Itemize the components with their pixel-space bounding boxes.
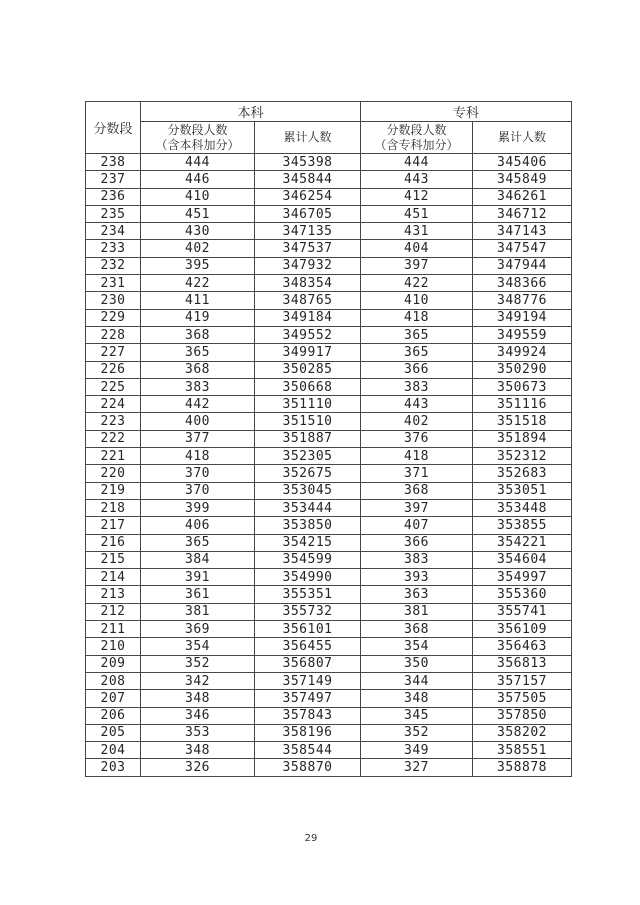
zhuanke-segment-count-cell: 381 [361, 603, 473, 620]
zhuanke-segment-count-cell: 451 [361, 205, 473, 222]
benke-segment-count-cell: 419 [141, 309, 255, 326]
zhuanke-cumulative-cell: 357850 [473, 707, 572, 724]
benke-cumulative-cell: 345844 [255, 171, 361, 188]
benke-cumulative-cell: 358870 [255, 759, 361, 776]
table-row [86, 413, 572, 430]
benke-segment-count-cell: 381 [141, 603, 255, 620]
zhuanke-segment-count-cell: 327 [361, 759, 473, 776]
zhuanke-cumulative-cell: 349559 [473, 326, 572, 343]
benke-cumulative-cell: 349552 [255, 326, 361, 343]
zhuanke-segment-count-cell: 383 [361, 551, 473, 568]
table-row [86, 361, 572, 378]
benke-segment-count-cell: 446 [141, 171, 255, 188]
table-row [86, 430, 572, 447]
score-cell: 218 [86, 499, 141, 516]
table-row [86, 742, 572, 759]
score-cell: 204 [86, 742, 141, 759]
zhuanke-segment-count-cell: 412 [361, 188, 473, 205]
table-row [86, 465, 572, 482]
benke-segment-count-cell: 442 [141, 396, 255, 413]
benke-cumulative-cell: 347135 [255, 223, 361, 240]
table-row [86, 621, 572, 638]
benke-cumulative-cell: 353444 [255, 499, 361, 516]
header-benke-segment-count-line1: 分数段人数 [167, 122, 228, 137]
zhuanke-segment-count-cell: 368 [361, 621, 473, 638]
zhuanke-segment-count-cell: 354 [361, 638, 473, 655]
score-cell: 225 [86, 378, 141, 395]
table-row [86, 517, 572, 534]
benke-cumulative-cell: 351510 [255, 413, 361, 430]
zhuanke-cumulative-cell: 356463 [473, 638, 572, 655]
zhuanke-segment-count-cell: 349 [361, 742, 473, 759]
zhuanke-cumulative-cell: 346261 [473, 188, 572, 205]
zhuanke-cumulative-cell: 354997 [473, 569, 572, 586]
benke-segment-count-cell: 346 [141, 707, 255, 724]
score-cell: 227 [86, 344, 141, 361]
score-cell: 208 [86, 672, 141, 689]
table-row [86, 240, 572, 257]
score-cell: 213 [86, 586, 141, 603]
benke-cumulative-cell: 352675 [255, 465, 361, 482]
table-row [86, 499, 572, 516]
zhuanke-cumulative-cell: 349924 [473, 344, 572, 361]
benke-segment-count-cell: 406 [141, 517, 255, 534]
zhuanke-cumulative-cell: 345406 [473, 154, 572, 171]
score-cell: 229 [86, 309, 141, 326]
benke-segment-count-cell: 348 [141, 690, 255, 707]
table-row [86, 326, 572, 343]
score-cell: 221 [86, 448, 141, 465]
benke-segment-count-cell: 410 [141, 188, 255, 205]
score-cell: 223 [86, 413, 141, 430]
benke-cumulative-cell: 354215 [255, 534, 361, 551]
score-cell: 203 [86, 759, 141, 776]
zhuanke-segment-count-cell: 397 [361, 257, 473, 274]
zhuanke-cumulative-cell: 347944 [473, 257, 572, 274]
score-cell: 230 [86, 292, 141, 309]
benke-cumulative-cell: 356101 [255, 621, 361, 638]
zhuanke-segment-count-cell: 410 [361, 292, 473, 309]
benke-segment-count-cell: 368 [141, 361, 255, 378]
zhuanke-cumulative-cell: 355360 [473, 586, 572, 603]
score-cell: 226 [86, 361, 141, 378]
header-benke-group: 本科 [141, 102, 361, 122]
header-benke-segment-count [141, 122, 255, 154]
header-zhuanke-segment-count-line1: 分数段人数 [386, 122, 447, 137]
zhuanke-segment-count-cell: 348 [361, 690, 473, 707]
zhuanke-cumulative-cell: 355741 [473, 603, 572, 620]
page-number: 29 [304, 833, 318, 844]
zhuanke-cumulative-cell: 358551 [473, 742, 572, 759]
benke-segment-count-cell: 370 [141, 482, 255, 499]
table-row [86, 534, 572, 551]
table-row [86, 603, 572, 620]
benke-segment-count-cell: 368 [141, 326, 255, 343]
table-row [86, 482, 572, 499]
zhuanke-cumulative-cell: 352683 [473, 465, 572, 482]
zhuanke-segment-count-cell: 344 [361, 672, 473, 689]
zhuanke-cumulative-cell: 350290 [473, 361, 572, 378]
table-row [86, 275, 572, 292]
zhuanke-cumulative-cell: 348366 [473, 275, 572, 292]
benke-segment-count-cell: 400 [141, 413, 255, 430]
zhuanke-segment-count-cell: 376 [361, 430, 473, 447]
zhuanke-cumulative-cell: 349194 [473, 309, 572, 326]
zhuanke-cumulative-cell: 356813 [473, 655, 572, 672]
zhuanke-segment-count-cell: 366 [361, 534, 473, 551]
benke-segment-count-cell: 342 [141, 672, 255, 689]
benke-segment-count-cell: 444 [141, 154, 255, 171]
score-cell: 233 [86, 240, 141, 257]
zhuanke-cumulative-cell: 350673 [473, 378, 572, 395]
table-row [86, 672, 572, 689]
zhuanke-segment-count-cell: 422 [361, 275, 473, 292]
zhuanke-cumulative-cell: 358878 [473, 759, 572, 776]
table-row [86, 569, 572, 586]
benke-cumulative-cell: 355732 [255, 603, 361, 620]
zhuanke-segment-count-cell: 418 [361, 448, 473, 465]
zhuanke-cumulative-cell: 353051 [473, 482, 572, 499]
benke-segment-count-cell: 430 [141, 223, 255, 240]
score-cell: 231 [86, 275, 141, 292]
benke-cumulative-cell: 351887 [255, 430, 361, 447]
zhuanke-cumulative-cell: 354221 [473, 534, 572, 551]
table-row [86, 171, 572, 188]
table-row [86, 378, 572, 395]
table-header [86, 102, 572, 154]
benke-cumulative-cell: 354990 [255, 569, 361, 586]
header-score-segment: 分数段 [86, 102, 141, 154]
zhuanke-cumulative-cell: 346712 [473, 205, 572, 222]
benke-cumulative-cell: 357149 [255, 672, 361, 689]
header-sub-row [86, 122, 572, 154]
zhuanke-segment-count-cell: 418 [361, 309, 473, 326]
benke-cumulative-cell: 351110 [255, 396, 361, 413]
table-row [86, 448, 572, 465]
benke-segment-count-cell: 352 [141, 655, 255, 672]
benke-segment-count-cell: 399 [141, 499, 255, 516]
benke-cumulative-cell: 358544 [255, 742, 361, 759]
score-cell: 207 [86, 690, 141, 707]
zhuanke-segment-count-cell: 402 [361, 413, 473, 430]
table-row [86, 292, 572, 309]
benke-cumulative-cell: 345398 [255, 154, 361, 171]
score-cell: 210 [86, 638, 141, 655]
score-cell: 209 [86, 655, 141, 672]
zhuanke-segment-count-cell: 352 [361, 724, 473, 741]
zhuanke-cumulative-cell: 347143 [473, 223, 572, 240]
benke-segment-count-cell: 369 [141, 621, 255, 638]
score-cell: 212 [86, 603, 141, 620]
score-cell: 234 [86, 223, 141, 240]
zhuanke-cumulative-cell: 356109 [473, 621, 572, 638]
zhuanke-segment-count-cell: 443 [361, 396, 473, 413]
table-row [86, 724, 572, 741]
score-cell: 217 [86, 517, 141, 534]
benke-cumulative-cell: 356455 [255, 638, 361, 655]
benke-segment-count-cell: 383 [141, 378, 255, 395]
benke-segment-count-cell: 402 [141, 240, 255, 257]
zhuanke-segment-count-cell: 444 [361, 154, 473, 171]
zhuanke-segment-count-cell: 443 [361, 171, 473, 188]
benke-cumulative-cell: 357843 [255, 707, 361, 724]
benke-cumulative-cell: 355351 [255, 586, 361, 603]
score-cell: 232 [86, 257, 141, 274]
zhuanke-segment-count-cell: 345 [361, 707, 473, 724]
zhuanke-segment-count-cell: 431 [361, 223, 473, 240]
zhuanke-segment-count-cell: 383 [361, 378, 473, 395]
table-body [86, 154, 572, 777]
zhuanke-cumulative-cell: 353448 [473, 499, 572, 516]
zhuanke-segment-count-cell: 371 [361, 465, 473, 482]
table-row [86, 309, 572, 326]
zhuanke-segment-count-cell: 366 [361, 361, 473, 378]
score-distribution-table [85, 101, 572, 777]
zhuanke-cumulative-cell: 347547 [473, 240, 572, 257]
score-cell: 228 [86, 326, 141, 343]
zhuanke-cumulative-cell: 348776 [473, 292, 572, 309]
benke-segment-count-cell: 411 [141, 292, 255, 309]
benke-cumulative-cell: 349184 [255, 309, 361, 326]
zhuanke-segment-count-cell: 365 [361, 326, 473, 343]
header-benke-cumulative: 累计人数 [255, 122, 361, 154]
zhuanke-cumulative-cell: 352312 [473, 448, 572, 465]
benke-segment-count-cell: 370 [141, 465, 255, 482]
benke-cumulative-cell: 347537 [255, 240, 361, 257]
benke-segment-count-cell: 422 [141, 275, 255, 292]
table-row [86, 759, 572, 776]
score-cell: 214 [86, 569, 141, 586]
benke-segment-count-cell: 391 [141, 569, 255, 586]
score-cell: 216 [86, 534, 141, 551]
benke-segment-count-cell: 353 [141, 724, 255, 741]
score-cell: 220 [86, 465, 141, 482]
score-cell: 236 [86, 188, 141, 205]
header-zhuanke-cumulative: 累计人数 [473, 122, 572, 154]
zhuanke-cumulative-cell: 358202 [473, 724, 572, 741]
zhuanke-segment-count-cell: 393 [361, 569, 473, 586]
score-cell: 224 [86, 396, 141, 413]
zhuanke-cumulative-cell: 351894 [473, 430, 572, 447]
zhuanke-cumulative-cell: 345849 [473, 171, 572, 188]
zhuanke-cumulative-cell: 351116 [473, 396, 572, 413]
zhuanke-segment-count-cell: 368 [361, 482, 473, 499]
header-zhuanke-segment-count [361, 122, 473, 154]
zhuanke-segment-count-cell: 397 [361, 499, 473, 516]
zhuanke-cumulative-cell: 354604 [473, 551, 572, 568]
benke-cumulative-cell: 352305 [255, 448, 361, 465]
zhuanke-cumulative-cell: 357505 [473, 690, 572, 707]
benke-segment-count-cell: 384 [141, 551, 255, 568]
header-benke-segment-count-line2: （含本科加分） [155, 137, 240, 152]
benke-segment-count-cell: 326 [141, 759, 255, 776]
score-cell: 237 [86, 171, 141, 188]
table-row [86, 205, 572, 222]
score-cell: 205 [86, 724, 141, 741]
benke-cumulative-cell: 350285 [255, 361, 361, 378]
score-cell: 219 [86, 482, 141, 499]
benke-cumulative-cell: 354599 [255, 551, 361, 568]
table-row [86, 638, 572, 655]
benke-segment-count-cell: 348 [141, 742, 255, 759]
table-row [86, 154, 572, 171]
benke-cumulative-cell: 346254 [255, 188, 361, 205]
zhuanke-segment-count-cell: 404 [361, 240, 473, 257]
zhuanke-segment-count-cell: 365 [361, 344, 473, 361]
table-row [86, 551, 572, 568]
benke-cumulative-cell: 353045 [255, 482, 361, 499]
benke-segment-count-cell: 451 [141, 205, 255, 222]
table-row [86, 707, 572, 724]
score-cell: 238 [86, 154, 141, 171]
table-row [86, 257, 572, 274]
zhuanke-segment-count-cell: 350 [361, 655, 473, 672]
benke-segment-count-cell: 377 [141, 430, 255, 447]
benke-cumulative-cell: 348354 [255, 275, 361, 292]
benke-cumulative-cell: 346705 [255, 205, 361, 222]
benke-cumulative-cell: 350668 [255, 378, 361, 395]
table-row [86, 223, 572, 240]
table-row [86, 655, 572, 672]
score-cell: 206 [86, 707, 141, 724]
table-row [86, 396, 572, 413]
score-cell: 222 [86, 430, 141, 447]
header-zhuanke-segment-count-line2: （含专科加分） [374, 137, 459, 152]
header-zhuanke-group: 专科 [361, 102, 572, 122]
zhuanke-cumulative-cell: 357157 [473, 672, 572, 689]
zhuanke-segment-count-cell: 407 [361, 517, 473, 534]
score-cell: 211 [86, 621, 141, 638]
score-cell: 235 [86, 205, 141, 222]
zhuanke-cumulative-cell: 353855 [473, 517, 572, 534]
benke-segment-count-cell: 418 [141, 448, 255, 465]
benke-cumulative-cell: 356807 [255, 655, 361, 672]
benke-segment-count-cell: 354 [141, 638, 255, 655]
benke-segment-count-cell: 365 [141, 344, 255, 361]
benke-cumulative-cell: 348765 [255, 292, 361, 309]
table-row [86, 690, 572, 707]
table-row [86, 344, 572, 361]
score-cell: 215 [86, 551, 141, 568]
benke-cumulative-cell: 353850 [255, 517, 361, 534]
table-row [86, 586, 572, 603]
zhuanke-cumulative-cell: 351518 [473, 413, 572, 430]
benke-segment-count-cell: 361 [141, 586, 255, 603]
benke-cumulative-cell: 357497 [255, 690, 361, 707]
table-row [86, 188, 572, 205]
benke-cumulative-cell: 349917 [255, 344, 361, 361]
header-group-row [86, 102, 572, 122]
benke-cumulative-cell: 358196 [255, 724, 361, 741]
zhuanke-segment-count-cell: 363 [361, 586, 473, 603]
benke-cumulative-cell: 347932 [255, 257, 361, 274]
benke-segment-count-cell: 395 [141, 257, 255, 274]
benke-segment-count-cell: 365 [141, 534, 255, 551]
